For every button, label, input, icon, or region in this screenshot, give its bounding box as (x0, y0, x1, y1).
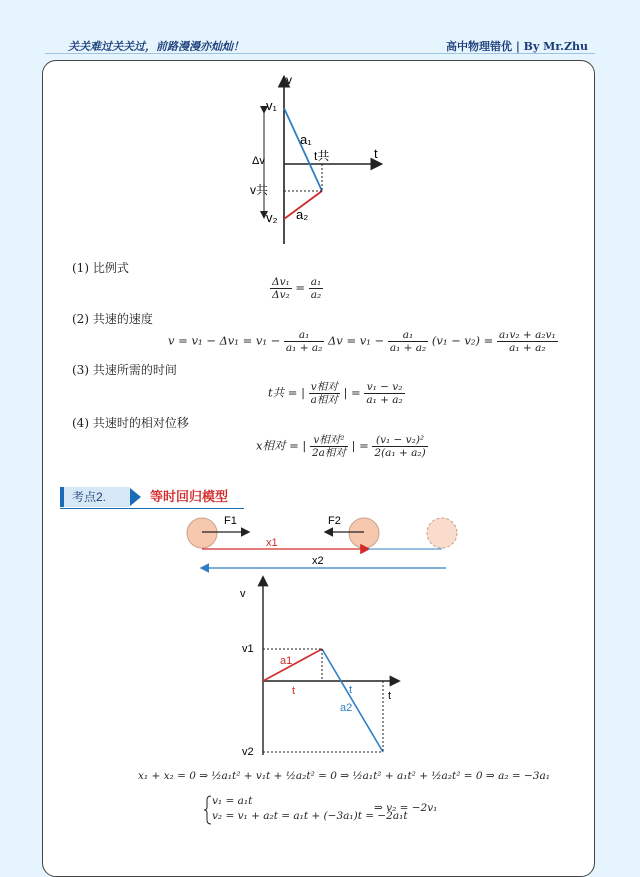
t-red-label: t (292, 685, 296, 697)
header-title: 高中物理错优 | By Mr.Zhu (446, 40, 588, 53)
axis-t-label: t (374, 146, 378, 161)
v1-label: v1 (242, 643, 254, 655)
ball-ghost (427, 518, 457, 548)
v2-label: v2 (242, 746, 254, 758)
axis-v-label: v (240, 588, 246, 600)
system-result: ⇒ v₂ = −2v₁ (374, 802, 438, 814)
formula-4: x相对 = | $\frac{\text{v相对²}}{\text{2a相对}}$ | = $\frac{\text{(v₁ − v₂)²}}{\text{2(a₁ + a₂)}}$ (256, 434, 426, 459)
delta-v-label: Δv (252, 155, 265, 167)
f2-label: F2 (328, 515, 341, 527)
a2-line (322, 649, 383, 752)
t-blue-label: t (349, 684, 353, 696)
x2-label: x2 (312, 555, 324, 567)
formula-1: $\frac{\text{Δv₁}}{\text{Δv₂}}$ = $\frac{\text{a₁}}{\text{a₂}}$ (272, 276, 322, 301)
a1-label: a₁ (300, 132, 312, 147)
vt-graph-common-velocity (240, 72, 400, 250)
formula-2: v = v₁ − Δv₁ = v₁ − $\frac{\text{a₁}}{\text{a₁ + a₂}}$ Δv = v₁ − $\frac{\text{a₁}}{\text{a₁ + a₂}}$ (v₁ − v₂) = $\frac{\text{a₁v₂ + a₂v₁}}{\text{a₁ + a₂}}$ (168, 329, 556, 354)
topic-title: 等时回归模型 (150, 489, 229, 504)
return-model-diagram (180, 512, 465, 574)
a2-label: a₂ (296, 207, 309, 222)
badge-arrow-icon (130, 488, 141, 506)
header-motto: 关关难过关关过，前路漫漫亦灿灿！ (68, 40, 244, 53)
v1-label: v₁ (266, 98, 277, 113)
system-eq-2: v₂ = v₁ + a₂t = a₁t + (−3a₁)t = −2a₁t (212, 810, 408, 822)
ball-turn (349, 518, 379, 548)
v-common-label: v共 (250, 183, 269, 197)
topic-badge: 考点2. (60, 487, 130, 507)
derivation-line: x₁ + x₂ = 0 ⇒ ½a₁t² + v₁t + ½a₂t² = 0 ⇒ ½a₁t² + a₁t² + ½a₂t² = 0 ⇒ a₂ = −3a₁ (138, 770, 550, 782)
a1-line (263, 649, 322, 681)
a2-label: a2 (340, 702, 353, 714)
x1-label: x1 (266, 537, 278, 549)
axis-v-label: v (286, 73, 292, 87)
a1-label: a1 (280, 655, 293, 667)
section-4-label: (4) 共速时的相对位移 (72, 416, 189, 430)
t-common-label: t共 (314, 149, 330, 163)
topic-underline (60, 508, 244, 509)
f1-label: F1 (224, 515, 237, 527)
system-eq-1: v₁ = a₁t (212, 795, 253, 807)
formula-3: t共 = | $\frac{\text{v相对}}{\text{a相对}}$ | = $\frac{\text{v₁ − v₂}}{\text{a₁ + a₂}}$ (268, 381, 403, 406)
v2-label: v₂ (266, 210, 278, 225)
axis-t-label: t (388, 690, 392, 702)
header-divider (45, 53, 595, 54)
section-2-label: (2) 共速的速度 (72, 312, 153, 326)
section-3-label: (3) 共速所需的时间 (72, 363, 177, 377)
topic-heading (60, 487, 270, 511)
section-1-label: (1) 比例式 (72, 261, 129, 275)
ball-start (187, 518, 217, 548)
system-brace (204, 795, 212, 825)
vt-graph-return-model (230, 575, 410, 760)
